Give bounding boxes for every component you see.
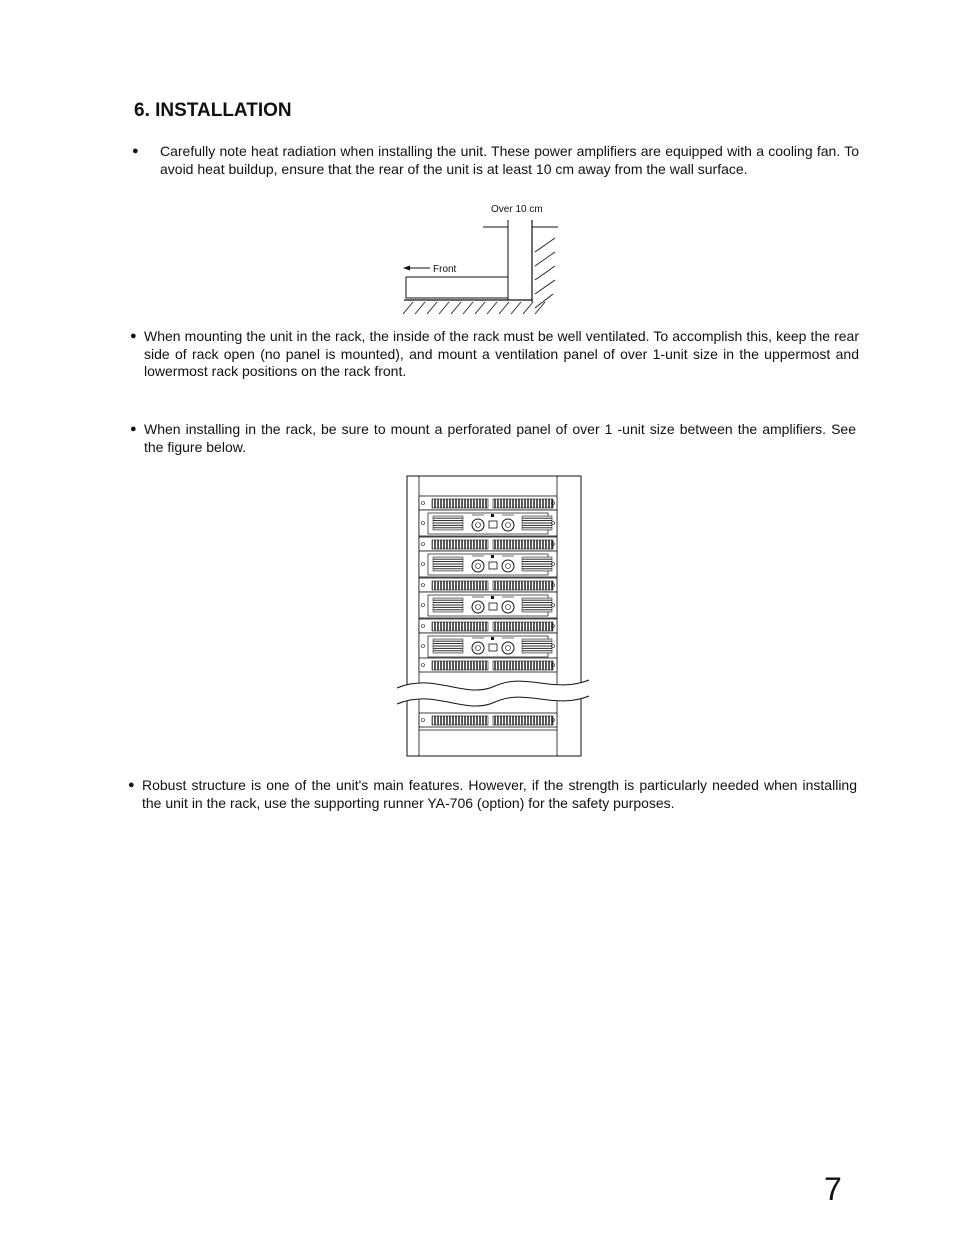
page-number: 7	[824, 1171, 842, 1207]
bullet-marker: ●	[128, 779, 135, 791]
bullet-supporting-runner	[128, 777, 857, 812]
bullet-heat-radiation	[132, 143, 859, 178]
bullet-marker: ●	[130, 330, 137, 342]
bullet-marker: ●	[132, 145, 139, 157]
distance-label: Over 10 cm	[491, 204, 543, 215]
bullet-text: When installing in the rack, be sure to mount a perforated panel of over 1 -unit size between the amplifiers. See the figure below.	[144, 421, 856, 455]
bullet-perforated-panel	[130, 421, 856, 456]
section-title: 6. INSTALLATION	[134, 100, 292, 121]
rack-mount-diagram	[395, 474, 593, 760]
bullet-text: Carefully note heat radiation when installing the unit. These power amplifiers are equipped with a cooling fan. To avoid heat buildup, ensure that the rear of the unit is at least 10 cm away from the wall surface.	[160, 143, 859, 177]
bullet-rack-ventilation	[130, 328, 859, 381]
bullet-text: When mounting the unit in the rack, the inside of the rack must be well ventilated. To accomplish this, keep the rear side of rack open (no panel is mounted), and mount a ventilation panel of over 1-unit size in the uppermost and lowermost rack positions on the rack front.	[144, 328, 859, 379]
bullet-marker: ●	[130, 423, 137, 435]
front-label: Front	[433, 264, 457, 275]
wall-clearance-diagram	[395, 196, 565, 320]
bullet-text: Robust structure is one of the unit's main features. However, if the strength is particularly needed when installing the unit in the rack, use the supporting runner YA-706 (option) for the safety purposes.	[142, 777, 857, 811]
